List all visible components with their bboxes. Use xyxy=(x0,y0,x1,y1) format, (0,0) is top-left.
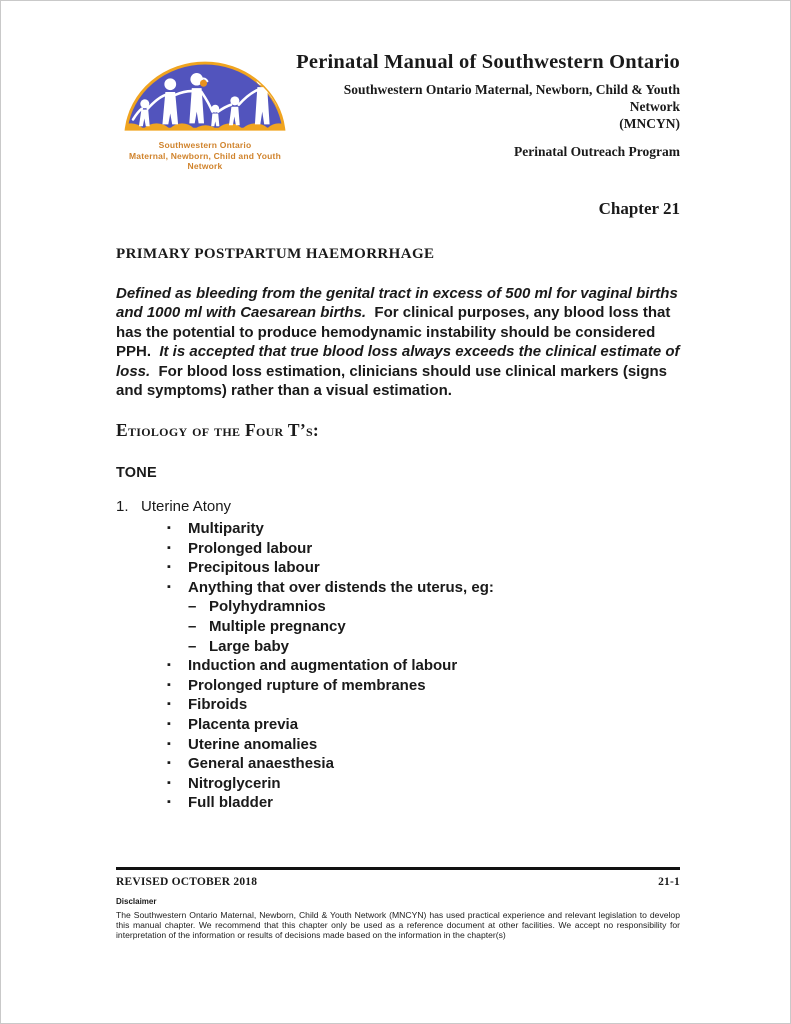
list-item: ▪ Full bladder xyxy=(167,793,680,813)
list-subitem: – Polyhydramnios xyxy=(188,597,680,617)
list-subitem: – Multiple pregnancy xyxy=(188,617,680,637)
intro-segment-3: It is accepted that true blood loss always exceeds the clinical estimate of loss. xyxy=(116,343,680,380)
disclaimer-text: The Southwestern Ontario Maternal, Newborn, Child & Youth Network (MNCYN) has used practical experience and relevant legislation to develop this manual chapter. We recommend that this chapter only be used as a reference document at other facilities. We accept no responsibility for interpretation of the information or results of decisions made based on the information in the chapter(s) xyxy=(116,910,680,940)
numbered-item-uterine-atony xyxy=(116,498,680,515)
list-item: ▪ Fibroids xyxy=(167,695,680,715)
network-subtitle-line1: Southwestern Ontario Maternal, Newborn, Child & Youth Network xyxy=(343,82,680,114)
etiology-heading: Etiology of the Four T’s: xyxy=(116,420,320,441)
header-text-block xyxy=(294,47,680,160)
list-item: ▪ Prolonged rupture of membranes xyxy=(167,676,680,696)
intro-paragraph xyxy=(116,284,680,402)
list-item: ▪ Precipitous labour xyxy=(167,558,680,578)
logo-caption-line1: Southwestern Ontario xyxy=(158,140,252,150)
list-item: ▪ Uterine anomalies xyxy=(167,735,680,755)
disclaimer-label: Disclaimer xyxy=(116,897,157,906)
list-item: ▪ Induction and augmentation of labour xyxy=(167,656,680,676)
footer-divider xyxy=(116,867,680,870)
page-header xyxy=(116,1,680,172)
logo-caption xyxy=(116,140,294,172)
list-number: 1. xyxy=(116,498,129,516)
section-heading-pph: PRIMARY POSTPARTUM HAEMORRHAGE xyxy=(116,245,435,262)
program-name: Perinatal Outreach Program xyxy=(514,144,680,159)
list-item: ▪ Anything that over distends the uterus, eg: xyxy=(167,578,680,598)
revised-date: REVISED OCTOBER 2018 xyxy=(116,876,258,888)
uterine-atony-bullet-list xyxy=(116,519,680,813)
intro-segment-4: For blood loss estimation, clinicians should use clinical markers (signs and symptoms) rather than a visual estimation. xyxy=(116,362,667,400)
chapter-label: Chapter 21 xyxy=(598,198,680,218)
list-item: ▪ General anaesthesia xyxy=(167,754,680,774)
list-title: Uterine Atony xyxy=(141,498,232,516)
list-item: ▪ Multiparity xyxy=(167,519,680,539)
manual-title: Perinatal Manual of Southwestern Ontario xyxy=(296,51,680,73)
tone-heading: TONE xyxy=(116,465,157,482)
list-item: ▪ Nitroglycerin xyxy=(167,774,680,794)
list-item: ▪ Prolonged labour xyxy=(167,539,680,559)
list-item: ▪ Placenta previa xyxy=(167,715,680,735)
network-subtitle-line2: (MNCYN) xyxy=(619,116,680,131)
page-number: 21-1 xyxy=(658,876,680,888)
intro-segment-1: Defined as bleeding from the genital tract in excess of 500 ml for vaginal births and 1000 ml with Caesarean births. xyxy=(116,284,678,322)
page-footer xyxy=(116,867,680,940)
mncyn-logo-icon xyxy=(119,47,291,139)
intro-segment-2: For clinical purposes, any blood loss that has the potential to produce hemodynamic instability should be considered PPH. xyxy=(116,304,671,361)
logo-caption-line2: Maternal, Newborn, Child and Youth Network xyxy=(129,150,281,171)
mncyn-logo xyxy=(116,47,294,172)
list-subitem: – Large baby xyxy=(188,637,680,657)
